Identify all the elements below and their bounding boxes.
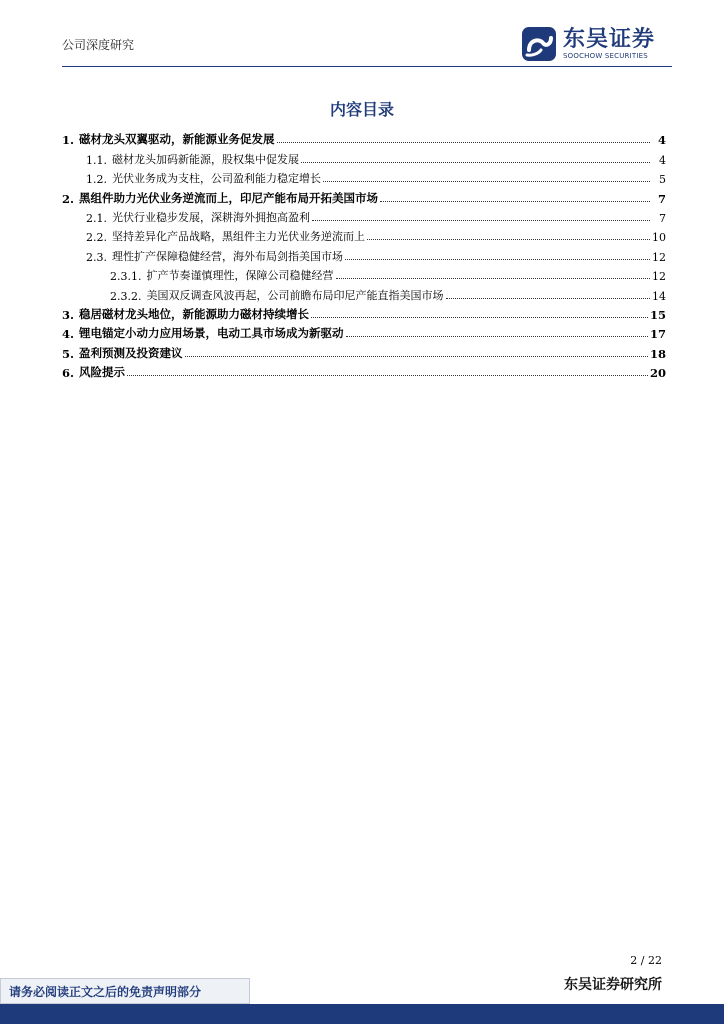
toc-entry-number: 2.1.	[86, 211, 107, 225]
toc-entry-label: 扩产节奏谨慎理性，保障公司稳健经营	[146, 269, 334, 283]
toc-entry[interactable]	[62, 206, 666, 225]
toc-dot-leader	[311, 317, 648, 318]
toc-entry-number: 5.	[62, 346, 75, 361]
toc-entry[interactable]	[62, 361, 666, 380]
brand-name-en: SOOCHOW SECURITIES	[563, 51, 648, 60]
toc-entry-label: 磁材龙头双翼驱动，新能源业务促发展	[79, 132, 275, 147]
toc-dot-leader	[446, 298, 651, 299]
toc-entry-page: 5	[659, 173, 666, 187]
toc-entry-number: 1.2.	[86, 173, 107, 187]
toc-dot-leader	[367, 239, 650, 240]
toc-entry[interactable]	[62, 322, 666, 341]
toc-entry-label: 盈利预测及投资建议	[79, 345, 183, 360]
toc-entry[interactable]	[62, 303, 666, 322]
toc-entry[interactable]	[62, 225, 666, 244]
toc-entry-number: 4.	[62, 327, 75, 342]
toc-entry-page: 10	[652, 231, 666, 245]
toc-entry[interactable]	[62, 128, 666, 147]
toc-dot-leader	[277, 142, 650, 143]
toc-dot-leader	[380, 201, 650, 202]
toc-entry-label: 锂电锚定小动力应用场景，电动工具市场成为新驱动	[79, 326, 344, 341]
toc-entry-label: 磁材龙头加码新能源，股权集中促发展	[112, 152, 299, 166]
toc-entry[interactable]	[62, 147, 666, 166]
toc-entry-label: 美国双反调查风波再起，公司前瞻布局印尼产能直指美国市场	[146, 288, 444, 302]
toc-entry-label: 稳居磁材龙头地位，新能源助力磁材持续增长	[79, 306, 310, 321]
toc-entry-page: 18	[649, 346, 666, 361]
toc-entry[interactable]	[62, 264, 666, 283]
toc-dot-leader	[346, 336, 648, 337]
toc-entry-page: 12	[652, 270, 666, 284]
toc-title: 内容目录	[329, 100, 394, 119]
toc-dot-leader	[336, 278, 651, 279]
toc-entry[interactable]	[62, 167, 666, 186]
toc-entry[interactable]	[62, 283, 666, 302]
toc-entry-label: 光伏业务成为支柱，公司盈利能力稳定增长	[112, 172, 321, 186]
toc-dot-leader	[127, 375, 648, 376]
toc-entry[interactable]	[62, 186, 666, 205]
table-of-contents	[62, 128, 666, 380]
toc-entry-page: 17	[649, 327, 666, 342]
toc-entry-label: 理性扩产保障稳健经营，海外布局剑指美国市场	[112, 249, 343, 263]
toc-dot-leader	[312, 220, 650, 221]
toc-dot-leader	[345, 259, 650, 260]
toc-dot-leader	[185, 356, 648, 357]
toc-entry-page: 15	[649, 307, 666, 322]
toc-entry[interactable]	[62, 341, 666, 360]
toc-entry[interactable]	[62, 244, 666, 263]
toc-entry-number: 6.	[62, 366, 75, 381]
toc-entry-number: 2.	[62, 191, 75, 206]
toc-entry-page: 7	[657, 191, 666, 206]
toc-entry-page: 7	[659, 211, 666, 225]
footer-org-name: 东吴证券研究所	[564, 977, 662, 993]
report-type-label: 公司深度研究	[62, 38, 135, 52]
toc-entry-number: 3.	[62, 307, 75, 322]
toc-entry-number: 1.	[62, 133, 75, 148]
toc-entry-page: 4	[659, 153, 666, 167]
toc-entry-page: 12	[652, 250, 666, 264]
toc-entry-page: 14	[652, 289, 666, 303]
toc-entry-number: 2.3.	[86, 250, 107, 264]
toc-dot-leader	[323, 181, 650, 182]
toc-entry-number: 2.2.	[86, 231, 107, 245]
disclaimer-notice: 请务必阅读正文之后的免责声明部分	[0, 978, 250, 1004]
toc-entry-label: 风险提示	[79, 365, 126, 380]
toc-entry-label: 坚持差异化产品战略，黑组件主力光伏业务逆流而上	[112, 230, 365, 244]
page-indicator: 2 / 22	[630, 954, 662, 967]
toc-entry-label: 光伏行业稳步发展，深耕海外拥抱高盈利	[112, 210, 310, 224]
soochow-logo-icon	[521, 26, 557, 62]
toc-entry-number: 1.1.	[86, 153, 107, 167]
toc-entry-label: 黑组件助力光伏业务逆流而上，印尼产能布局开拓美国市场	[79, 190, 379, 205]
brand-name-cn: 东吴证券	[563, 26, 656, 52]
brand-logo	[521, 24, 655, 64]
toc-dot-leader	[301, 162, 650, 163]
toc-entry-number: 2.3.1.	[110, 270, 142, 284]
toc-entry-number: 2.3.2.	[110, 289, 142, 303]
toc-entry-page: 20	[649, 366, 666, 381]
toc-entry-page: 4	[657, 133, 666, 148]
footer-bar	[0, 1004, 724, 1024]
header-divider	[62, 66, 672, 67]
